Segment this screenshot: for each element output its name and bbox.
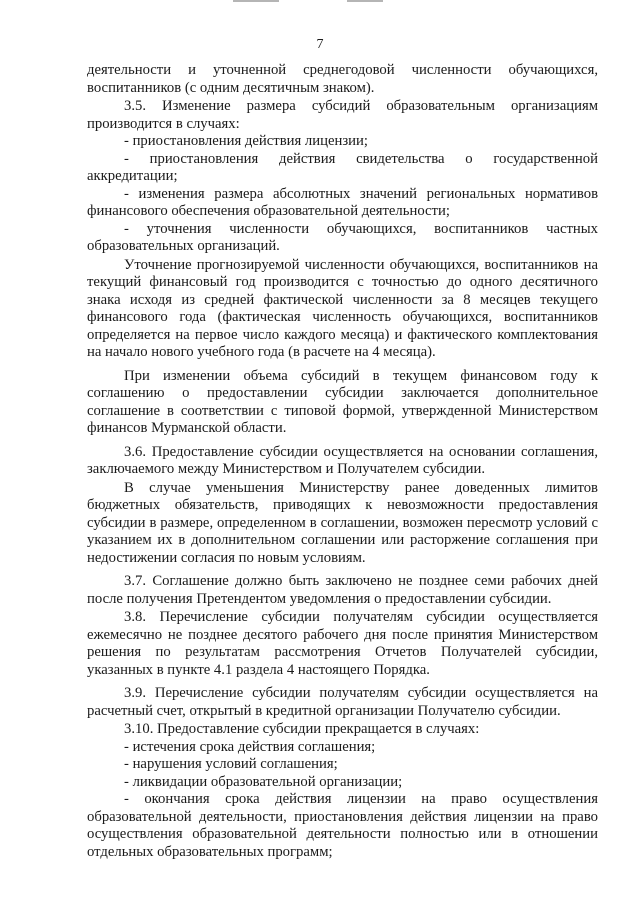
paragraph: 3.6. Предоставление субсидии осуществляется на основании соглашения, заключаемого между Министерством и Получателем субсидии. bbox=[87, 443, 598, 477]
paragraph: Уточнение прогнозируемой численности обучающихся, воспитанников на текущий финансовый год производится с точностью до одного десятичного знака исходя из средней фактической численности за 8 месяцев текущего финансового года (фактическая численность обучающихся, воспитанников определяется на первое число каждого месяца) и фактического комплектования на начало нового учебного года (в расчете на 4 месяца). bbox=[87, 256, 598, 360]
scan-mark bbox=[233, 0, 279, 2]
paragraph: - истечения срока действия соглашения; bbox=[124, 738, 376, 755]
paragraph: - окончания срока действия лицензии на право осуществления образовательной деятельности, приостановления действия лицензии на право осуществления образовательной деятельности полностью или в отношении отдельных образовательных программ; bbox=[87, 791, 598, 860]
paragraph: При изменении объема субсидий в текущем финансовом году к соглашению о предоставлении субсидии заключается дополнительное соглашение в соответствии с типовой формой, утвержденной Министерством финансов Мурманской области. bbox=[87, 367, 598, 436]
paragraph: - изменения размера абсолютных значений региональных нормативов финансового обеспечения образовательной деятельности; bbox=[87, 185, 598, 219]
scan-mark bbox=[347, 0, 383, 2]
document-body bbox=[87, 62, 598, 861]
paragraph: 3.10. Предоставление субсидии прекращается в случаях: bbox=[124, 721, 480, 737]
paragraph: 3.5. Изменение размера субсидий образовательным организациям производится в случаях: bbox=[87, 98, 598, 132]
paragraph: - нарушения условий соглашения; bbox=[124, 756, 338, 772]
paragraph: деятельности и уточненной среднегодовой численности обучающихся, воспитанников (с одним десятичным знаком). bbox=[87, 62, 598, 96]
page-number: 7 bbox=[316, 37, 324, 52]
paragraph: 3.7. Соглашение должно быть заключено не позднее семи рабочих дней после получения Претендентом уведомления о предоставлении субсидии. bbox=[87, 573, 598, 607]
paragraph: 3.8. Перечисление субсидии получателям субсидии осуществляется ежемесячно не позднее десятого рабочего дня после принятия Министерством решения по результатам рассмотрения Отчетов Получателей субсидии, указанных в пункте 4.1 раздела 4 настоящего Порядка. bbox=[87, 609, 598, 678]
paragraph: 3.9. Перечисление субсидии получателям субсидии осуществляется на расчетный счет, открытый в кредитной организации Получателю субсидии. bbox=[87, 685, 598, 719]
paragraph: - приостановления действия лицензии; bbox=[124, 133, 368, 149]
paragraph: - уточнения численности обучающихся, воспитанников частных образовательных организаций. bbox=[87, 220, 598, 254]
paragraph: В случае уменьшения Министерству ранее доведенных лимитов бюджетных обязательств, приводящих к невозможности предоставления субсидии в размере, определенном в соглашении, возможен пересмотр условий с указанием их в дополнительном соглашении или расторжение соглашения при недостижении согласия по новым условиям. bbox=[87, 479, 598, 566]
paragraph: - ликвидации образовательной организации; bbox=[124, 773, 403, 790]
paragraph: - приостановления действия свидетельства о государственной аккредитации; bbox=[87, 150, 598, 184]
